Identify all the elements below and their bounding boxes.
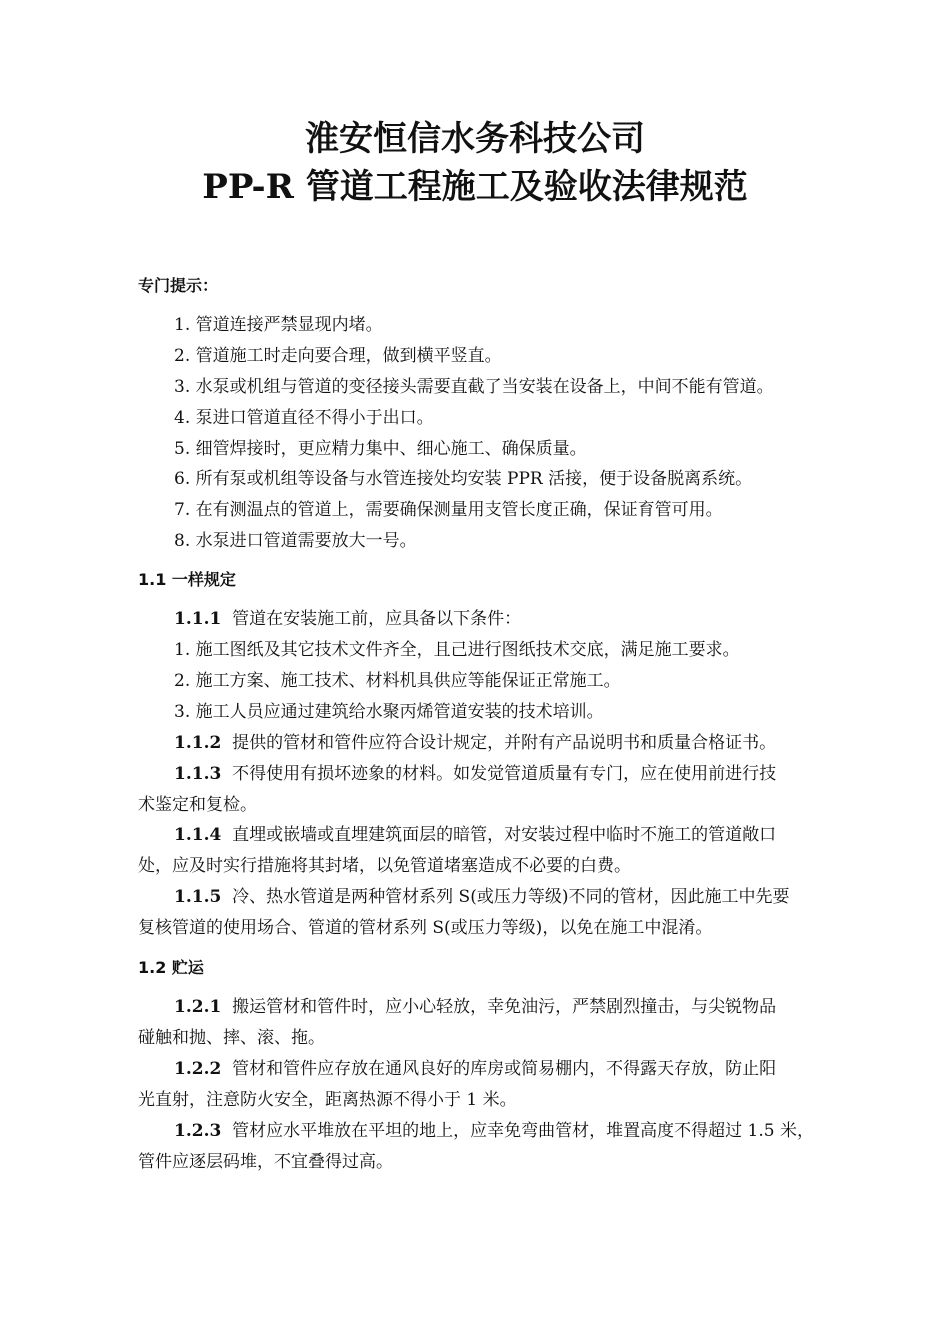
clause-text: 冷、热水管道是两种管材系列 S(或压力等级)不同的管材，因此施工中先要 — [232, 887, 790, 907]
clause-number: 1.2.2 — [174, 1059, 222, 1079]
notice-item-3: 3. 水泵或机组与管道的变径接头需要直截了当安装在设备上，中间不能有管道。 — [174, 377, 774, 397]
clause-text: 管材和管件应存放在通风良好的库房或简易棚内，不得露天存放，防止阳 — [232, 1059, 777, 1079]
clause-1-1-5-continued: 复核管道的使用场合、管道的管材系列 S(或压力等级)，以免在施工中混淆。 — [138, 918, 713, 938]
clause-1-1-4 — [174, 822, 776, 848]
clause-1-2-2 — [174, 1056, 776, 1082]
notice-item-1: 1. 管道连接严禁显现内堵。 — [174, 315, 383, 335]
clause-text: 直埋或嵌墙或直埋建筑面层的暗管，对安装过程中临时不施工的管道敞口 — [232, 825, 777, 845]
notice-item-5: 5. 细管焊接时，更应精力集中、细心施工、确保质量。 — [174, 439, 587, 459]
condition-item-2: 2. 施工方案、施工技术、材料机具供应等能保证正常施工。 — [174, 671, 621, 691]
clause-text: 提供的管材和管件应符合设计规定，并附有产品说明书和质量合格证书。 — [232, 733, 777, 753]
condition-item-1: 1. 施工图纸及其它技术文件齐全，且己进行图纸技术交底，满足施工要求。 — [174, 640, 740, 660]
clause-number: 1.1.3 — [174, 764, 222, 784]
notice-item-8: 8. 水泵进口管道需要放大一号。 — [174, 531, 417, 551]
clause-number: 1.1.1 — [174, 609, 222, 629]
notice-item-2: 2. 管道施工时走向要合理，做到横平竖直。 — [174, 346, 502, 366]
clause-number: 1.1.4 — [174, 825, 222, 845]
clause-1-2-2-continued: 光直射，注意防火安全，距离热源不得小于 1 米。 — [138, 1090, 517, 1110]
clause-1-2-3 — [174, 1118, 814, 1144]
clause-number: 1.1.5 — [174, 887, 222, 907]
document-title-company: 淮安恒信水务科技公司 — [305, 119, 645, 159]
clause-1-2-1-continued: 碰触和抛、摔、滚、拖。 — [138, 1028, 325, 1048]
clause-1-2-1 — [174, 994, 776, 1020]
clause-1-1-1 — [174, 606, 521, 632]
notice-heading: 专门提示： — [138, 276, 219, 295]
clause-text: 管道在安装施工前，应具备以下条件： — [232, 609, 522, 629]
section-heading-storage-transport: 1.2 贮运 — [138, 958, 204, 977]
clause-number: 1.2.3 — [174, 1121, 222, 1141]
clause-number: 1.2.1 — [174, 997, 222, 1017]
clause-number: 1.1.2 — [174, 733, 222, 753]
clause-text: 不得使用有损坏迹象的材料。如发觉管道质量有专门，应在使用前进行技 — [232, 764, 777, 784]
clause-1-1-5 — [174, 884, 789, 910]
notice-item-7: 7. 在有测温点的管道上，需要确保测量用支管长度正确，保证育管可用。 — [174, 500, 723, 520]
document-title-spec: PP-R 管道工程施工及验收法律规范 — [202, 167, 748, 207]
clause-1-1-4-continued: 处，应及时实行措施将其封堵，以免管道堵塞造成不必要的白费。 — [138, 856, 631, 876]
notice-item-6: 6. 所有泵或机组等设备与水管连接处均安装 PPR 活接，便于设备脱离系统。 — [174, 469, 753, 489]
notice-item-4: 4. 泵进口管道直径不得小于出口。 — [174, 408, 434, 428]
clause-text: 管材应水平堆放在平坦的地上，应幸免弯曲管材，堆置高度不得超过 1.5 米， — [232, 1121, 814, 1141]
clause-1-1-2 — [174, 730, 776, 756]
condition-item-3: 3. 施工人员应通过建筑给水聚丙烯管道安装的技术培训。 — [174, 702, 604, 722]
section-heading-general: 1.1 一样规定 — [138, 570, 236, 589]
clause-1-1-3-continued: 术鉴定和复检。 — [138, 795, 257, 815]
clause-1-2-3-continued: 管件应逐层码堆，不宜叠得过高。 — [138, 1152, 393, 1172]
clause-1-1-3 — [174, 761, 776, 787]
clause-text: 搬运管材和管件时，应小心轻放，幸免油污，严禁剧烈撞击，与尖锐物品 — [232, 997, 777, 1017]
